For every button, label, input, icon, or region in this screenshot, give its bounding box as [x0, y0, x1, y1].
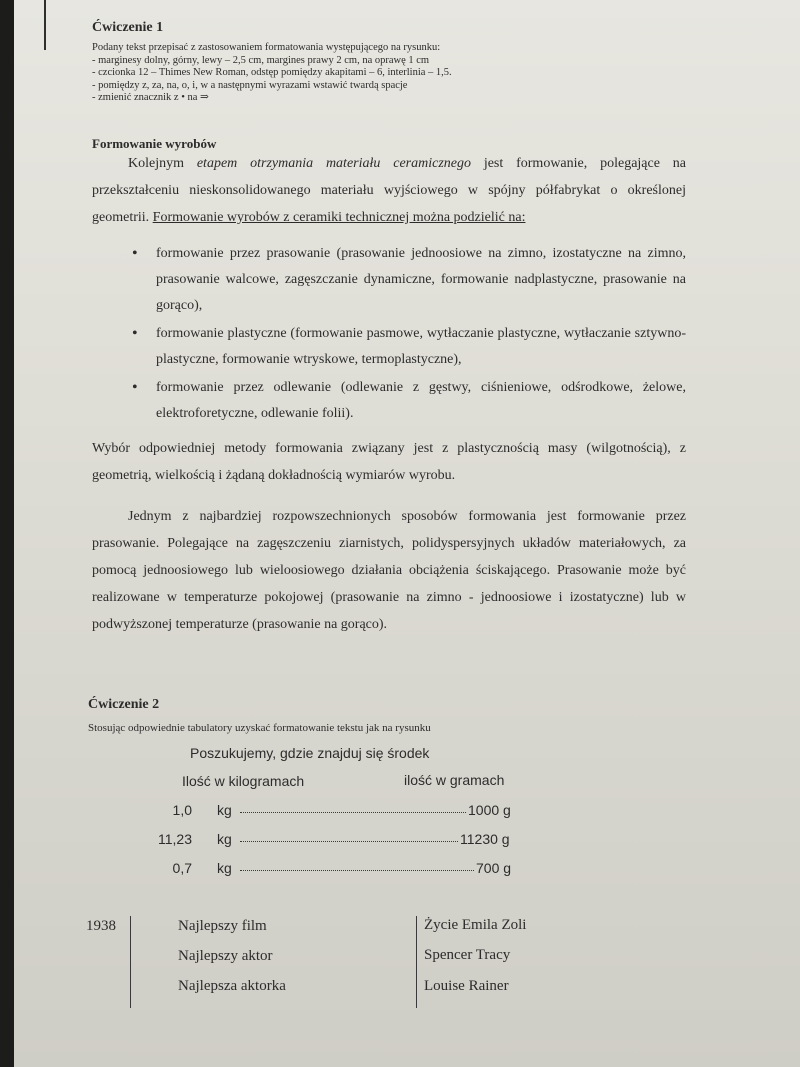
kg-unit: kg	[217, 831, 232, 847]
tab-separator-line	[130, 916, 131, 1008]
instruction-line: - czcionka 12 – Thimes New Roman, odstęp pomiędzy akapitami – 6, interlinia – 1,5.	[92, 67, 452, 78]
column-kilograms-header: Ilość w kilogramach	[182, 773, 305, 789]
award-winner: Louise Rainer	[424, 978, 509, 994]
paragraph-1	[92, 150, 686, 231]
table-row	[14, 860, 800, 880]
section-body	[92, 150, 686, 638]
list-item: • formowanie plastyczne (formowanie pasmowe, wytłaczanie plastyczne, wytłaczanie sztywno-plastyczne, formowanie wtryskowe, termoplastyczne),	[132, 321, 686, 373]
tab-separator-line	[416, 916, 417, 1008]
kg-unit: kg	[217, 802, 232, 818]
kg-unit: kg	[217, 860, 232, 876]
p1-text-a: Kolejnym	[128, 156, 197, 171]
table-row	[14, 802, 800, 822]
exercise-1-instructions	[92, 42, 452, 105]
forming-methods-list	[132, 241, 686, 427]
kg-value: 11,23	[158, 831, 192, 847]
list-item: • formowanie przez odlewanie (odlewanie z gęstwy, ciśnieniowe, odśrodkowe, żelowe, elektroforetyczne, odlewanie folii).	[132, 375, 686, 427]
section-title: Formowanie wyrobów	[92, 136, 217, 151]
kg-value: 0,7	[172, 860, 192, 876]
kg-value: 1,0	[172, 802, 192, 818]
column-grams-header: ilość w gramach	[404, 772, 505, 788]
award-winner: Spencer Tracy	[424, 947, 511, 963]
instruction-line: - pomiędzy z, za, na, o, i, w a następnymi wyrazami wstawić twardą spacje	[92, 79, 408, 91]
p1-text-b: jest formowanie, polegające na przekształceniu nieskonsolidowanego materiału wyjściowego w spójny półfabrykat o określonej geometrii.	[92, 156, 686, 225]
instruction-line: Podany tekst przepisać z zastosowaniem formatowania występującego na rysunku:	[92, 42, 441, 53]
award-winner: Życie Emila Zoli	[424, 917, 527, 933]
dot-leader	[240, 802, 466, 813]
dot-leader	[240, 831, 458, 842]
dot-leader	[240, 860, 474, 871]
award-year: 1938	[86, 918, 116, 934]
exercise-2-title: Ćwiczenie 2	[88, 697, 160, 712]
p1-italic-term: etapem otrzymania materiału ceramicznego	[196, 156, 471, 171]
grams-value: 700 g	[476, 860, 512, 876]
exercise-1-title: Ćwiczenie 1	[92, 20, 164, 35]
instruction-line: - marginesy dolny, górny, lewy – 2,5 cm, margines prawy 2 cm, na oprawę 1 cm	[92, 54, 430, 66]
list-item: • formowanie przez prasowanie (prasowanie jednoosiowe na zimno, izostatyczne na zimno, prasowanie walcowe, zagęszczanie dynamiczne, formowanie nadplastyczne, prasowanie na gorąco),	[132, 241, 686, 319]
tab-heading: Poszukujemy, gdzie znajduj się środek	[190, 745, 430, 761]
paragraph-2: Wybór odpowiedniej metody formowania związany jest z plastycznością masy (wilgotnością), z geometrią, wielkością i żądaną dokładnością wymiarów wyrobu.	[92, 441, 686, 483]
document-page	[14, 0, 800, 1067]
award-category: Najlepsza aktorka	[178, 978, 286, 994]
p1-underlined-text: Formowanie wyrobów z ceramiki technicznej można podzielić na:	[152, 210, 526, 225]
table-row	[14, 831, 800, 851]
grams-value: 1000 g	[468, 802, 511, 818]
grams-value: 11230 g	[460, 831, 510, 847]
paragraph-3: Jednym z najbardziej rozpowszechnionych sposobów formowania jest formowanie przez prasowanie. Polegające na zagęszczeniu ziarnistych, polidyspersyjnych układów materiałowych, za pomocą jednoosiowego lub wieloosiowego działania obciążenia ściskającego. Prasowanie może być realizowane w temperaturze pokojowej (prasowanie na zimno - jednoosiowe i izostatyczne) lub w podwyższonej temperaturze (prasowanie na gorąco).	[92, 509, 686, 632]
award-category: Najlepszy film	[178, 918, 267, 934]
instruction-line: - zmienić znacznik z • na ⇒	[92, 92, 209, 103]
exercise-2-instruction: Stosując odpowiednie tabulatory uzyskać formatowanie tekstu jak na rysunku	[88, 722, 431, 734]
award-category: Najlepszy aktor	[178, 948, 273, 964]
